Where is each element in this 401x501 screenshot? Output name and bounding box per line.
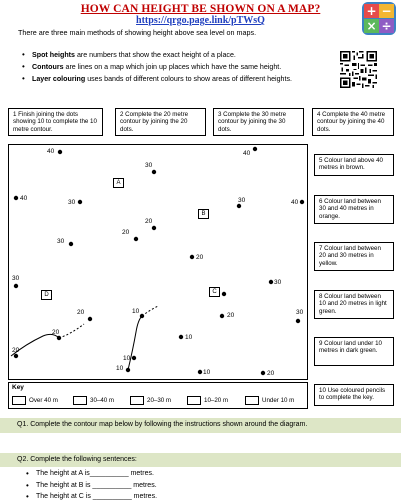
question-1-band	[0, 418, 401, 433]
grid-label-b: B	[198, 209, 209, 219]
spot-label: 20	[227, 312, 235, 319]
spot-label: 10	[132, 308, 140, 315]
divide-icon: ÷	[379, 19, 394, 33]
spot-label: 10	[123, 355, 131, 362]
spot-label: 20	[267, 370, 275, 377]
spot-label: 40	[243, 150, 251, 157]
key-title: Key	[12, 384, 24, 391]
contour-map[interactable]	[8, 144, 308, 380]
spot-label: 10	[116, 365, 124, 372]
key-label: 10–20 m	[204, 397, 229, 404]
method-item	[32, 51, 292, 59]
key-swatch[interactable]	[12, 396, 26, 405]
plus-icon: +	[364, 4, 379, 18]
sentence-b[interactable]: • The height at B is __________ metres.	[36, 482, 157, 489]
sentence-c[interactable]: • The height at C is __________ metres.	[36, 493, 157, 500]
question-1: Q1. Complete the contour map below by following the instructions shown around the diagram.	[17, 421, 308, 428]
spot-height-dots	[8, 144, 308, 380]
spot-label: 20	[12, 347, 20, 354]
question-2: Q2. Complete the following sentences:	[17, 456, 137, 463]
times-icon: ×	[364, 19, 379, 33]
instruction-box-5: 5 Colour land above 40 metres in brown.	[314, 154, 394, 176]
grid-label-a: A	[113, 178, 124, 188]
spot-label: 40	[291, 199, 299, 206]
grid-label-d: D	[41, 290, 52, 300]
spot-label: 40	[20, 195, 28, 202]
spot-label: 30	[296, 309, 304, 316]
sentence-a[interactable]: • The height at A is__________ metres.	[36, 470, 154, 477]
instruction-box-9: 9 Colour land under 10 metres in dark green.	[314, 337, 394, 366]
spot-label: 20	[77, 309, 85, 316]
key-label: 20–30 m	[147, 397, 172, 404]
key-item	[187, 396, 228, 405]
method-term: Contours	[32, 63, 64, 71]
instruction-box-1: 1 Finish joining the dots showing 10 to complete the 10 metre contour.	[8, 108, 103, 136]
instruction-box-10: 10 Use coloured pencils to complete the key.	[314, 384, 394, 406]
key-item	[130, 396, 171, 405]
spot-label: 20	[196, 254, 204, 261]
spot-label: 30	[274, 279, 282, 286]
spot-label: 40	[47, 148, 55, 155]
key-label: Under 10 m	[262, 397, 295, 404]
method-term: Spot heights	[32, 51, 75, 59]
key-item	[12, 396, 58, 405]
method-text: are numbers that show the exact height of a place.	[74, 51, 236, 59]
key-swatch[interactable]	[130, 396, 144, 405]
spot-label: 30	[238, 197, 246, 204]
minus-icon: −	[379, 4, 394, 18]
maths-logo-icon	[362, 2, 396, 35]
key-swatch[interactable]	[73, 396, 87, 405]
instruction-box-3: 3 Complete the 30 metre contour by joining the 30 dots.	[213, 108, 304, 136]
method-item	[32, 75, 292, 83]
instruction-box-8: 8 Colour land between 10 and 20 metres in light green.	[314, 290, 394, 319]
key-swatch[interactable]	[245, 396, 259, 405]
spot-label: 20	[145, 218, 153, 225]
spot-label: 20	[52, 329, 60, 336]
page-title: HOW CAN HEIGHT BE SHOWN ON A MAP?	[80, 3, 321, 15]
key-item	[73, 396, 114, 405]
qr-link[interactable]: https://qrgo.page.link/pTWsQ	[136, 15, 265, 26]
method-text: uses bands of different colours to show areas of different heights.	[85, 75, 292, 83]
instruction-box-6: 6 Colour land between 30 and 40 metres in orange.	[314, 195, 394, 224]
qr-code-icon[interactable]	[340, 51, 377, 88]
key-label: Over 40 m	[29, 397, 58, 404]
spot-label: 30	[145, 162, 153, 169]
spot-label: 30	[57, 238, 65, 245]
key-item	[245, 396, 294, 405]
methods-list	[32, 51, 292, 87]
grid-label-c: C	[209, 287, 220, 297]
spot-label: 10	[203, 369, 211, 376]
method-text: are lines on a map which join up places which have the same height.	[63, 63, 282, 71]
spot-label: 20	[122, 229, 130, 236]
spot-label: 30	[68, 199, 76, 206]
spot-label: 30	[12, 275, 20, 282]
map-key	[8, 382, 308, 409]
method-term: Layer colouring	[32, 75, 86, 83]
instruction-box-4: 4 Complete the 40 metre contour by joining the 40 dots.	[312, 108, 394, 136]
intro-text: There are three main methods of showing height above sea level on maps.	[18, 28, 257, 37]
question-2-band	[0, 453, 401, 467]
spot-label: 10	[185, 334, 193, 341]
key-swatch[interactable]	[187, 396, 201, 405]
instruction-box-7: 7 Colour land between 20 and 30 metres in yellow.	[314, 242, 394, 271]
key-label: 30–40 m	[90, 397, 115, 404]
method-item	[32, 63, 292, 71]
instruction-box-2: 2 Complete the 20 metre contour by joining the 20 dots.	[115, 108, 206, 136]
